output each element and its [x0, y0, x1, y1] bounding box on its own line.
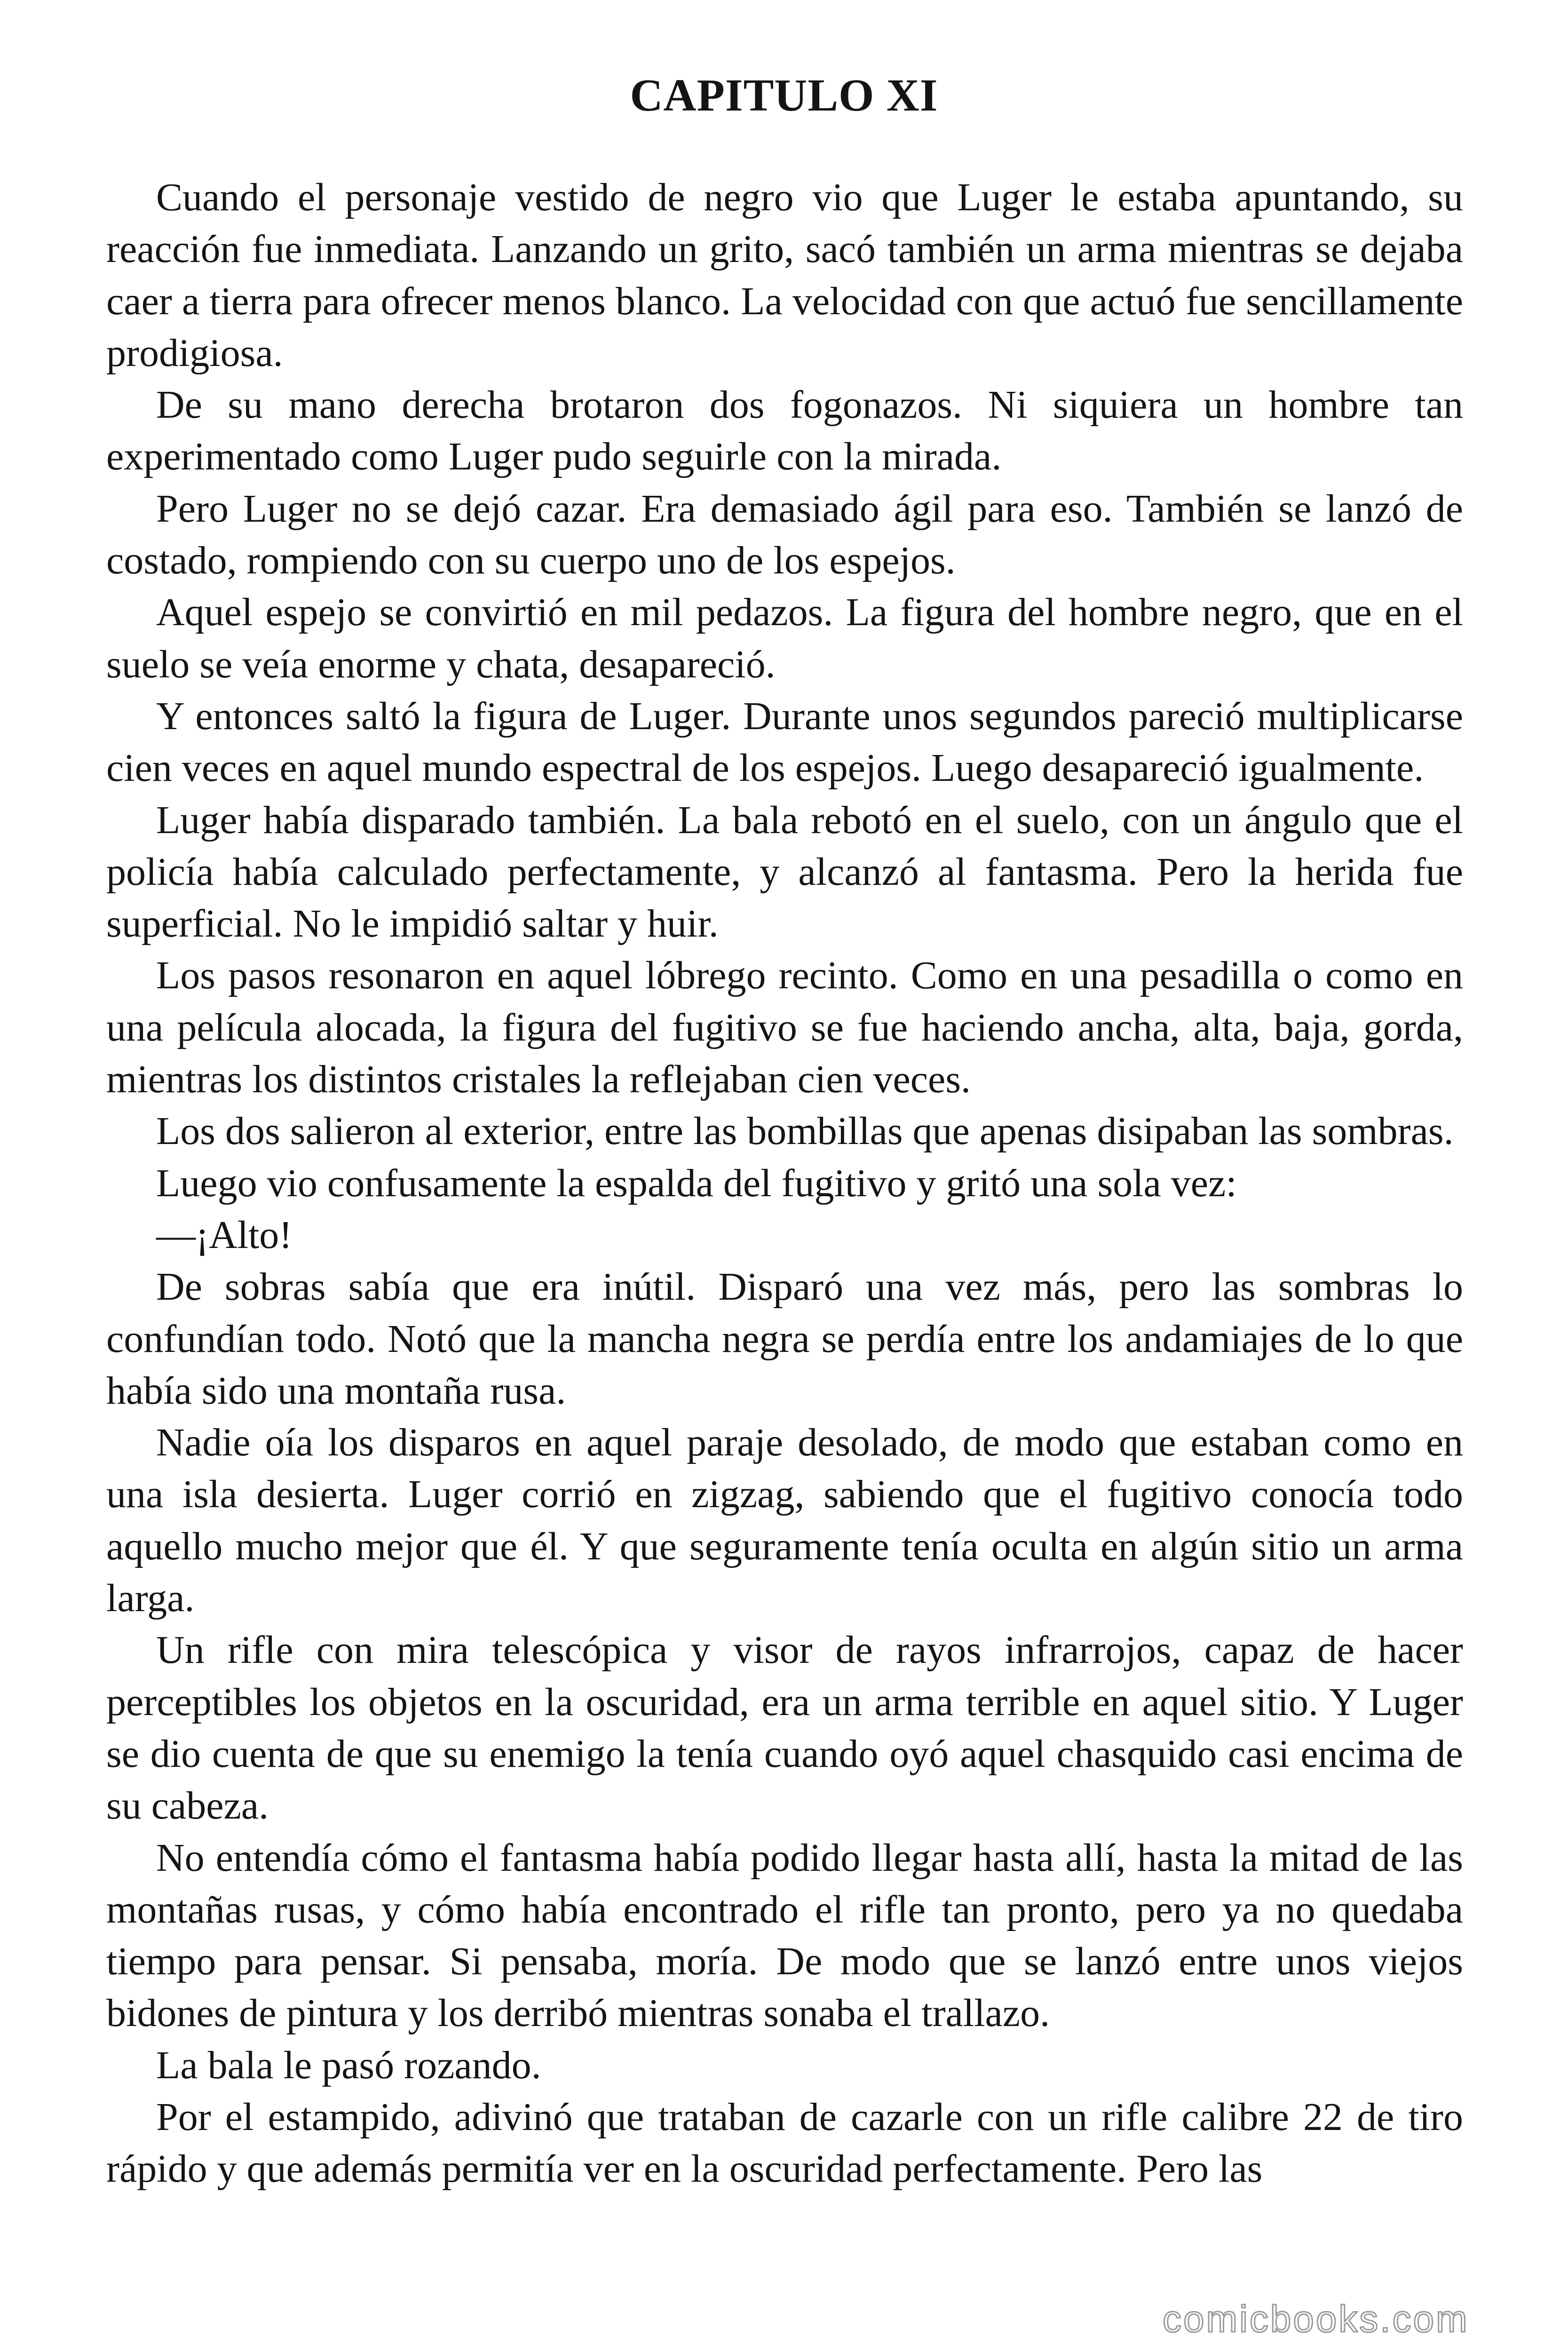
paragraph: De sobras sabía que era inútil. Disparó una vez más, pero las sombras lo confundían todo. Notó que la mancha negra se perdía entre los andamiajes de lo que había sido una montaña rusa.	[106, 1265, 1463, 1413]
paragraph: Un rifle con mira telescópica y visor de rayos infrarrojos, capaz de hacer perceptibles los objetos en la oscuridad, era un arma terrible en aquel sitio. Y Luger se dio cuenta de que su enemigo la tenía cuando oyó aquel chasquido casi encima de su cabeza.	[106, 1628, 1463, 1828]
paragraph: La bala le pasó rozando.	[156, 2043, 541, 2087]
paragraph: Nadie oía los disparos en aquel paraje desolado, de modo que estaban como en una isla desierta. Luger corrió en zigzag, sabiendo que el fugitivo conocía todo aquello mucho mejor que él. Y que seguramente tenía oculta en algún sitio un arma larga.	[106, 1421, 1463, 1621]
paragraph: Luger había disparado también. La bala rebotó en el suelo, con un ángulo que el policía había calculado perfectamente, y alcanzó al fantasma. Pero la herida fue superficial. No le impidió saltar y huir.	[106, 798, 1463, 946]
chapter-title: CAPITULO XI	[630, 70, 938, 120]
watermark: comicbooks.com	[1163, 2298, 1469, 2340]
paragraph: Aquel espejo se convirtió en mil pedazos. La figura del hombre negro, que en el suelo se veía enorme y chata, desapareció.	[106, 590, 1463, 686]
paragraph: Los dos salieron al exterior, entre las bombillas que apenas disipaban las sombras.	[156, 1109, 1454, 1153]
paragraph: De su mano derecha brotaron dos fogonazos. Ni siquiera un hombre tan experimentado como Luger pudo seguirle con la mirada.	[106, 383, 1463, 479]
paragraph: —¡Alto!	[156, 1213, 293, 1257]
paragraph: Por el estampido, adivinó que trataban de cazarle con un rifle calibre 22 de tiro rápido y que además permitía ver en la oscuridad perfectamente. Pero las	[106, 2095, 1463, 2191]
paragraph: Y entonces saltó la figura de Luger. Durante unos segundos pareció multiplicarse cien veces en aquel mundo espectral de los espejos. Luego desapareció igualmente.	[106, 694, 1463, 790]
paragraph: Cuando el personaje vestido de negro vio que Luger le estaba apuntando, su reacción fue inmediata. Lanzando un grito, sacó también un arma mientras se dejaba caer a tierra para ofrecer menos blanco. La velocidad con que actuó fue sencillamente prodigiosa.	[106, 175, 1463, 375]
paragraph: Luego vio confusamente la espalda del fugitivo y gritó una sola vez:	[156, 1161, 1237, 1205]
paragraph: No entendía cómo el fantasma había podido llegar hasta allí, hasta la mitad de las montañas rusas, y cómo había encontrado el rifle tan pronto, pero ya no quedaba tiempo para pensar. Si pensaba, moría. De modo que se lanzó entre unos viejos bidones de pintura y los derribó mientras sonaba el trallazo.	[106, 1836, 1463, 2035]
paragraph: Pero Luger no se dejó cazar. Era demasiado ágil para eso. También se lanzó de costado, rompiendo con su cuerpo uno de los espejos.	[106, 486, 1463, 583]
chapter-body	[106, 172, 1463, 2195]
paragraph: Los pasos resonaron en aquel lóbrego recinto. Como en una pesadilla o como en una película alocada, la figura del fugitivo se fue haciendo ancha, alta, baja, gorda, mientras los distintos cristales la reflejaban cien veces.	[106, 954, 1463, 1102]
